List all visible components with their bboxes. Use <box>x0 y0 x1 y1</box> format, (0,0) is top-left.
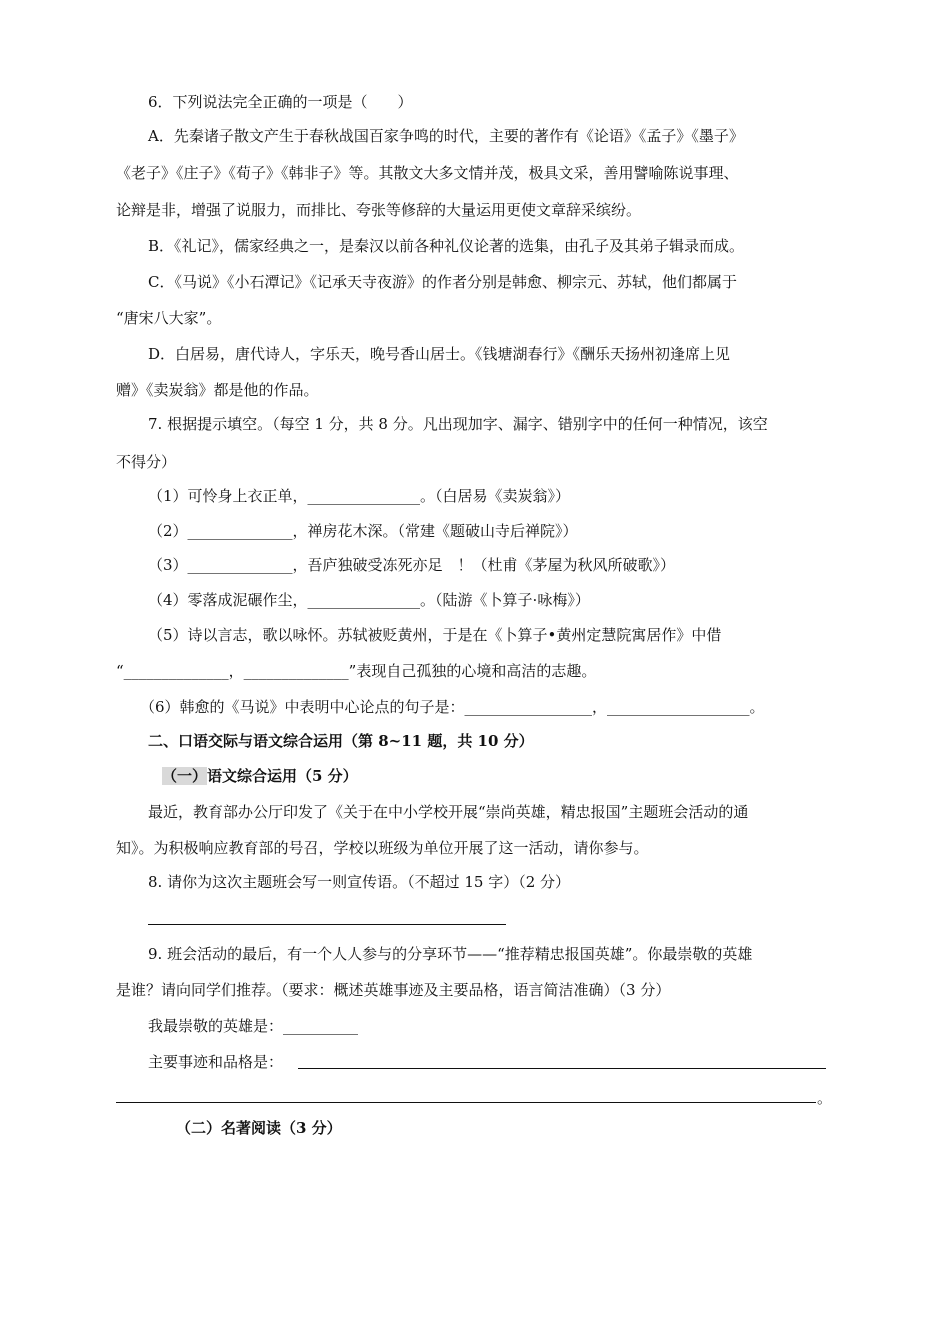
deeds-end-mark: 。 <box>817 1089 833 1107</box>
q6-option-a-line3: 论辩是非，增强了说服力，而排比、夸张等修辞的大量运用更使文章辞采缤纷。 <box>116 201 642 219</box>
deeds-answer-line1[interactable] <box>298 1068 826 1069</box>
section-2-sub1-heading <box>162 766 358 786</box>
q6-option-d-line2: 赠》《卖炭翁》都是他的作品。 <box>116 381 319 399</box>
q6-option-c-line1: C．《马说》《小石潭记》《记承天寺夜游》的作者分别是韩愈、柳宗元、苏轼，他们都属于 <box>148 273 737 291</box>
q9-stem-line1: 9. 班会活动的最后，有一个人人参与的分享环节——“推荐精忠报国英雄”。你最崇敬的英雄 <box>148 945 753 963</box>
q6-option-a-line2: 《老子》《庄子》《荀子》《韩非子》等。其散文大多文情并茂，极具文采，善用譬喻陈说事理、 <box>116 164 739 182</box>
q7-item-5-line2: “______________，______________”表现自己孤独的心境和高洁的志趣。 <box>116 662 597 680</box>
q6-option-a-line1: A．先秦诸子散文产生于春秋战国百家争鸣的时代，主要的著作有《论语》《孟子》《墨子》 <box>148 127 744 145</box>
q8-answer-line[interactable] <box>148 924 506 925</box>
q7-item-6: （6）韩愈的《马说》中表明中心论点的句子是：_________________，___________________。 <box>140 698 765 716</box>
q7-stem-line1: 7. 根据提示填空。（每空 1 分，共 8 分。凡出现加字、漏字、错别字中的任何一种情况，该空 <box>148 415 768 433</box>
q9-stem-line2: 是谁？请向同学们推荐。（要求：概述英雄事迹及主要品格，语言简洁准确）（3 分） <box>116 981 671 999</box>
deeds-prompt: 主要事迹和品格是： <box>148 1053 284 1071</box>
q7-item-3: （3）______________，吾庐独破受冻死亦足 ！（杜甫《茅屋为秋风所破歌》） <box>148 556 676 574</box>
hero-prompt: 我最崇敬的英雄是：__________ <box>148 1017 359 1035</box>
q7-item-4: （4）零落成泥碾作尘，_______________。（陆游《卜算子·咏梅》） <box>148 591 590 609</box>
q6-stem: 6．下列说法完全正确的一项是（ ） <box>148 93 413 111</box>
sub1-highlight: （一） <box>162 767 208 785</box>
q7-item-5-line1: （5）诗以言志，歌以咏怀。苏轼被贬黄州，于是在《卜算子•黄州定慧院寓居作》中借 <box>148 626 722 644</box>
section-2-title: 二、口语交际与语文综合运用（第 8~11 题，共 10 分） <box>148 732 534 750</box>
q6-option-b: B．《礼记》，儒家经典之一，是秦汉以前各种礼仪论著的选集，由孔子及其弟子辑录而成。 <box>148 237 745 255</box>
q7-stem-line2: 不得分） <box>116 453 177 471</box>
deeds-answer-line2[interactable] <box>116 1102 816 1103</box>
q7-item-1: （1）可怜身上衣正单，_______________。（白居易《卖炭翁》） <box>148 487 571 505</box>
q6-option-c-line2: “唐宋八大家”。 <box>116 309 222 327</box>
q8-stem: 8. 请你为这次主题班会写一则宣传语。（不超过 15 字）（2 分） <box>148 873 571 891</box>
q6-option-d-line1: D．白居易，唐代诗人，字乐天，晚号香山居士。《钱塘湖春行》《酬乐天扬州初逢席上见 <box>148 345 731 363</box>
sub1-title: 语文综合运用（5 分） <box>207 767 358 785</box>
section-2-sub2-heading: （二）名著阅读（3 分） <box>176 1119 342 1137</box>
intro-line1: 最近，教育部办公厅印发了《关于在中小学校开展“崇尚英雄，精忠报国”主题班会活动的通 <box>148 803 749 821</box>
intro-line2: 知》。为积极响应教育部的号召，学校以班级为单位开展了这一活动，请你参与。 <box>116 839 649 857</box>
q7-item-2: （2）______________，禅房花木深。（常建《题破山寺后禅院》） <box>148 522 578 540</box>
